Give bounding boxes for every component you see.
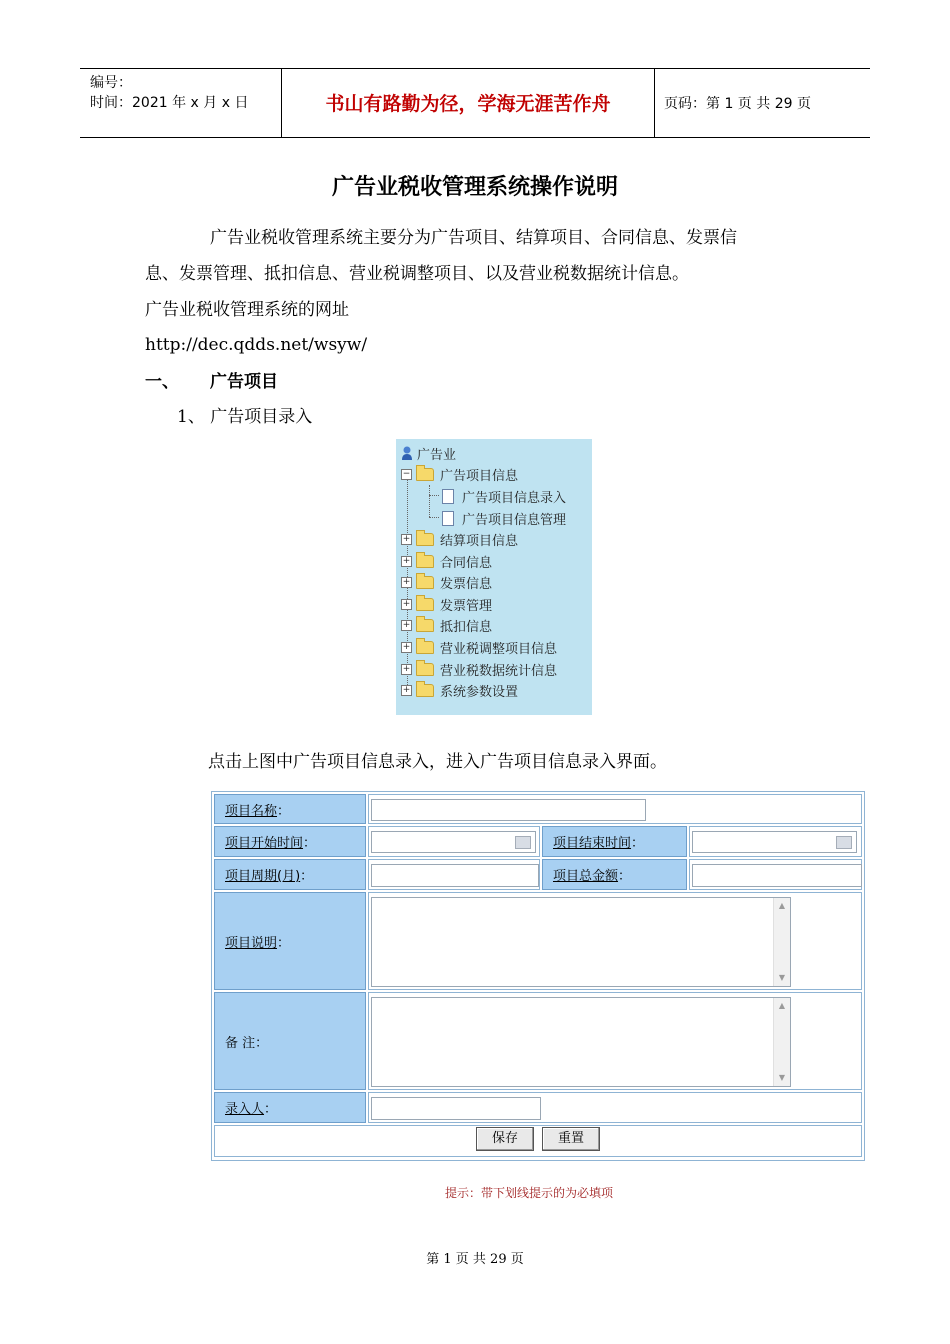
period-label: 项目周期(月) ： <box>214 859 366 890</box>
tree-item-label: 广告项目信息 <box>440 468 519 484</box>
tree-item-contract[interactable] <box>401 551 492 571</box>
tree-item-ad-project[interactable] <box>401 464 518 484</box>
tree-root-label: 广告业 <box>417 447 457 463</box>
folder-icon <box>416 684 434 697</box>
header-motto: 书山有路勤为径，学海无涯苦作舟 <box>325 93 611 115</box>
expand-icon[interactable]: + <box>402 641 411 652</box>
header-page-info: 页码：第 1 页 共 29 页 <box>664 96 811 112</box>
entry-person-label: 录入人 ： <box>214 1092 366 1123</box>
header-divider <box>654 69 655 137</box>
period-cell <box>368 859 540 890</box>
intro-line-1: 广告业税收管理系统主要分为广告项目、结算项目、合同信息、发票信 <box>210 228 737 248</box>
system-url: http://dec.qdds.net/wsyw/ <box>145 335 368 355</box>
user-icon <box>401 446 413 460</box>
remark-label: 备 注： <box>214 992 366 1090</box>
folder-icon <box>416 533 434 546</box>
calendar-icon[interactable] <box>515 836 531 849</box>
scroll-down-icon[interactable]: ▼ <box>778 973 786 982</box>
page-footer: 第 1 页 共 29 页 <box>426 1252 524 1267</box>
doc-time-label: 时间：2021 年 x 月 x 日 <box>90 95 249 111</box>
total-amount-input[interactable] <box>692 864 862 887</box>
project-name-cell <box>368 794 862 824</box>
expand-icon[interactable]: + <box>402 576 411 587</box>
tree-item-invoice-manage[interactable] <box>401 594 492 614</box>
page-title: 广告业税收管理系统操作说明 <box>331 175 618 200</box>
scroll-down-icon[interactable]: ▼ <box>778 1073 786 1082</box>
description-textarea[interactable] <box>371 897 791 987</box>
folder-icon <box>416 641 434 654</box>
expand-icon[interactable]: + <box>402 663 411 674</box>
tree-item-label: 广告项目信息管理 <box>462 512 567 528</box>
tree-connector <box>429 495 439 496</box>
project-name-label: 项目名称 ： <box>214 794 366 824</box>
collapse-icon[interactable]: − <box>402 468 411 479</box>
tree-connector <box>429 485 430 517</box>
doc-number-label: 编号： <box>90 75 132 91</box>
document-icon <box>442 511 454 526</box>
tree-item-label: 系统参数设置 <box>440 684 519 700</box>
tree-item-label: 广告项目信息录入 <box>462 490 567 506</box>
intro-line-2: 息、发票管理、抵扣信息、营业税调整项目、以及营业税数据统计信息。 <box>145 264 689 284</box>
folder-icon <box>416 555 434 568</box>
scroll-up-icon[interactable]: ▲ <box>778 1001 786 1010</box>
subsection-title: 1、 广告项目录入 <box>177 407 313 427</box>
section-title: 广告项目 <box>210 372 278 392</box>
tree-root[interactable] <box>401 443 456 463</box>
url-label: 广告业税收管理系统的网址 <box>145 300 349 320</box>
instruction-text: 点击上图中广告项目信息录入，进入广告项目信息录入界面。 <box>208 752 667 772</box>
start-time-cell <box>368 826 540 857</box>
folder-icon <box>416 598 434 611</box>
navigation-tree <box>396 439 592 715</box>
section-number: 一、 <box>145 372 179 392</box>
scrollbar[interactable] <box>773 898 790 986</box>
scrollbar[interactable] <box>773 998 790 1086</box>
tree-item-ad-project-entry[interactable] <box>442 486 566 506</box>
required-hint: 提示：带下划线提示的为必填项 <box>445 1186 614 1200</box>
folder-icon <box>416 619 434 632</box>
project-entry-form <box>211 791 865 1161</box>
tree-item-label: 营业税数据统计信息 <box>440 663 558 679</box>
total-amount-cell <box>689 859 862 890</box>
description-label: 项目说明 ： <box>214 892 366 990</box>
tree-item-tax-adjust[interactable] <box>401 637 557 657</box>
tree-item-deduction[interactable] <box>401 615 492 635</box>
folder-icon <box>416 576 434 589</box>
save-button[interactable]: 保存 <box>476 1127 534 1151</box>
tree-connector <box>429 517 439 518</box>
tree-item-system-settings[interactable] <box>401 680 518 700</box>
tree-item-invoice-info[interactable] <box>401 572 492 592</box>
folder-open-icon <box>416 468 434 481</box>
remark-cell <box>368 992 862 1090</box>
remark-textarea[interactable] <box>371 997 791 1087</box>
description-cell <box>368 892 862 990</box>
tree-item-tax-stats[interactable] <box>401 659 557 679</box>
end-time-label: 项目结束时间 ： <box>542 826 687 857</box>
entry-person-input[interactable] <box>371 1097 541 1120</box>
end-time-cell <box>689 826 862 857</box>
tree-item-label: 抵扣信息 <box>440 619 493 635</box>
document-icon <box>442 489 454 504</box>
header-meta <box>90 73 248 113</box>
period-input[interactable] <box>371 864 539 887</box>
total-amount-label: 项目总金额 ： <box>542 859 687 890</box>
button-row <box>214 1125 862 1157</box>
end-time-input[interactable] <box>692 831 857 853</box>
folder-icon <box>416 663 434 676</box>
expand-icon[interactable]: + <box>402 555 411 566</box>
tree-item-label: 合同信息 <box>440 555 493 571</box>
tree-item-label: 发票信息 <box>440 576 493 592</box>
tree-item-ad-project-manage[interactable] <box>442 508 566 528</box>
expand-icon[interactable]: + <box>402 598 411 609</box>
expand-icon[interactable]: + <box>402 533 411 544</box>
project-name-input[interactable] <box>371 799 646 821</box>
tree-item-label: 营业税调整项目信息 <box>440 641 558 657</box>
start-time-label: 项目开始时间 ： <box>214 826 366 857</box>
scroll-up-icon[interactable]: ▲ <box>778 901 786 910</box>
expand-icon[interactable]: + <box>402 619 411 630</box>
tree-item-settlement[interactable] <box>401 529 518 549</box>
tree-item-label: 结算项目信息 <box>440 533 519 549</box>
start-time-input[interactable] <box>371 831 536 853</box>
document-header <box>80 68 870 138</box>
reset-button[interactable]: 重置 <box>542 1127 600 1151</box>
tree-item-label: 发票管理 <box>440 598 493 614</box>
entry-person-cell <box>368 1092 862 1123</box>
calendar-icon[interactable] <box>836 836 852 849</box>
expand-icon[interactable]: + <box>402 684 411 695</box>
